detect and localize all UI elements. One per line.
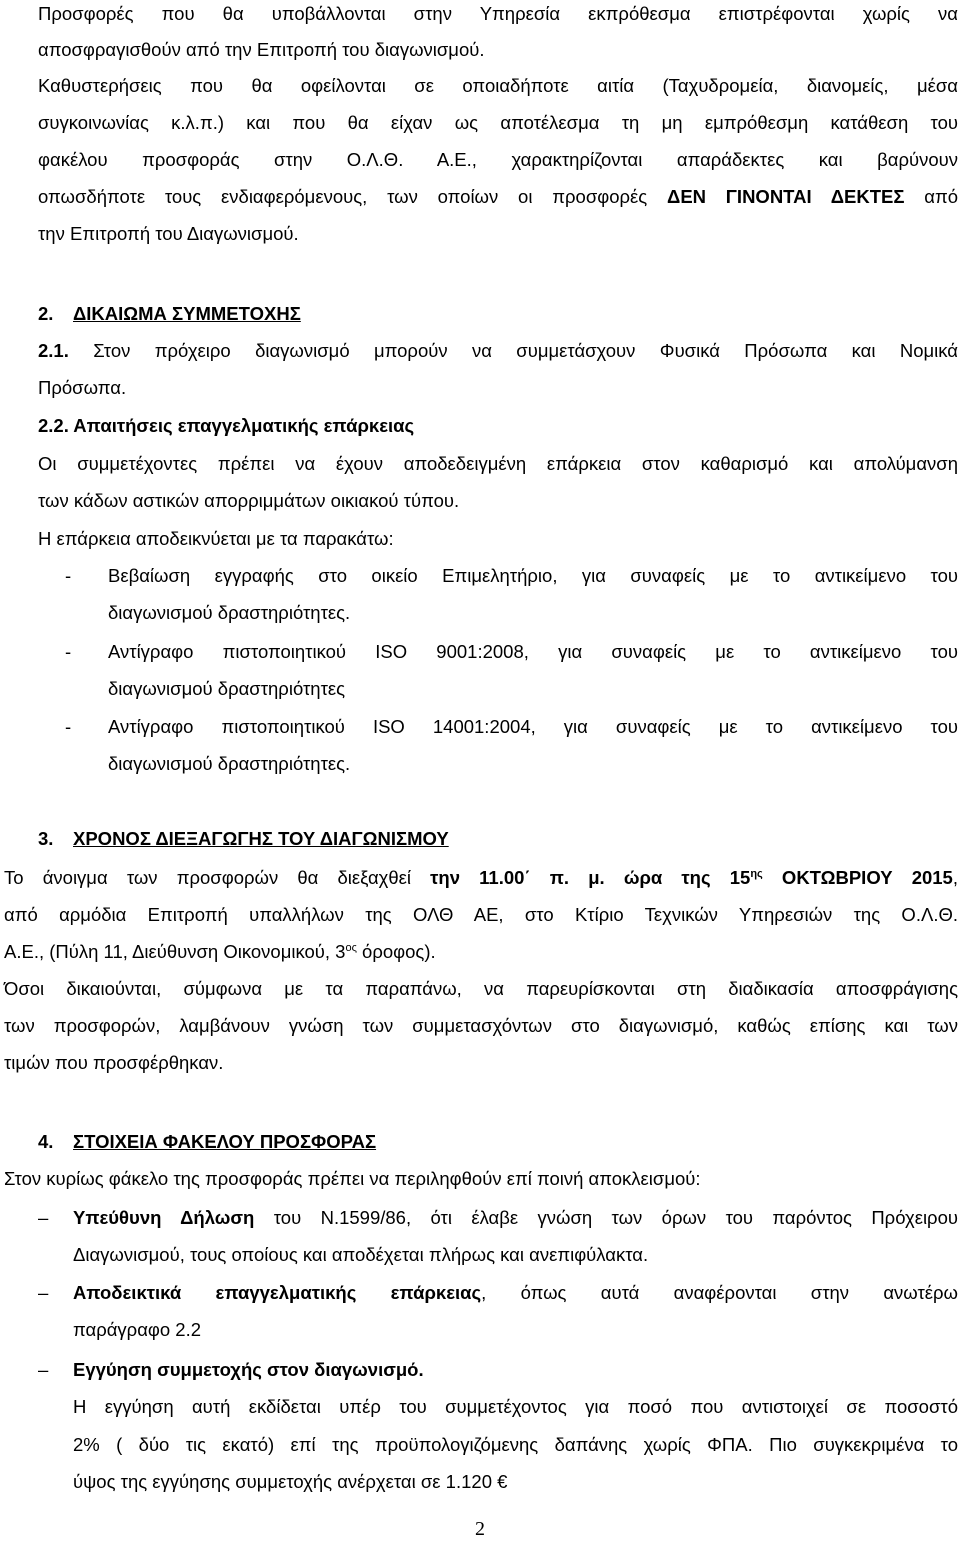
section-number: 3.: [38, 828, 54, 849]
list-item-text: διαγωνισμού δραστηριότητες.: [108, 753, 351, 774]
opening-text: ,: [952, 867, 958, 888]
not-accepted-emphasis: ΔΕΝ ΓΙΝΟΝΤΑΙ ΔΕΚΤΕΣ: [667, 186, 905, 207]
list-item: [38, 1281, 958, 1345]
location-text: όροφος).: [356, 941, 436, 962]
list-item-text: Βεβαίωση εγγραφής στο οικείο Επιμελητήριο, για συναφείς με το αντικείμενο του: [108, 565, 958, 586]
dash-bullet: -: [65, 641, 72, 662]
location-text: Α.Ε., (Πύλη 11, Διεύθυνση Οικονομικού, 3: [4, 941, 346, 962]
dash-bullet: -: [65, 565, 72, 586]
section-3-body: [4, 866, 958, 1078]
list-item: [38, 640, 958, 704]
intro-paragraph: [38, 0, 958, 250]
intro-line: αποσφραγισθούν από την Επιτροπή του διαγωνισμού.: [38, 39, 485, 60]
ordinal-suffix: ος: [345, 942, 357, 954]
section-2-1: [38, 339, 958, 401]
section-number: 2.: [38, 303, 54, 324]
paragraph-line: Οι συμμετέχοντες πρέπει να έχουν αποδεδειγμένη επάρκεια στον καθαρισμό και απολύμανση: [38, 453, 958, 474]
opening-text: Το άνοιγμα των προσφορών θα διεξαχθεί: [4, 867, 431, 888]
page-number: 2: [475, 1518, 485, 1540]
item-title: Αποδεικτικά επαγγελματικής επάρκειας: [73, 1282, 482, 1303]
item-title: Υπεύθυνη Δήλωση: [73, 1207, 255, 1228]
list-item-text: διαγωνισμού δραστηριότητες: [108, 678, 346, 699]
paragraph-line: των κάδων αστικών απορριμμάτων οικιακού τύπου.: [38, 490, 460, 511]
subsection-text: Πρόσωπα.: [38, 377, 127, 398]
item-text: 2% ( δύο τις εκατό) επί της προϋπολογιζόμενης δαπάνης χωρίς ΦΠΑ. Πιο συγκεκριμένα το: [73, 1434, 958, 1455]
dash-bullet: –: [38, 1282, 49, 1303]
paragraph-line: [4, 866, 958, 890]
item-text: του Ν.1599/86, ότι έλαβε γνώση των όρων του παρόντος Πρόχειρου: [254, 1207, 958, 1228]
intro-line: φακέλου προσφοράς στην Ο.Λ.Θ. Α.Ε., χαρακτηρίζονται απαράδεκτες και βαρύνουν: [38, 149, 958, 170]
list-item: [38, 1358, 958, 1498]
section-2-2: [38, 414, 958, 554]
list-item: [38, 715, 958, 779]
item-text: παράγραφο 2.2: [73, 1319, 202, 1340]
intro-line: την Επιτροπή του Διαγωνισμού.: [38, 223, 299, 244]
paragraph-line: των προσφορών, λαμβάνουν γνώση των συμμετασχόντων στο διαγωνισμό, καθώς επίσης και των: [4, 1015, 958, 1036]
list-item: [38, 1206, 958, 1270]
paragraph-line: Στον κυρίως φάκελο της προσφοράς πρέπει να περιληφθούν επί ποινή αποκλεισμού:: [4, 1168, 701, 1189]
section-4-heading: [38, 1130, 958, 1154]
intro-text: οπωσδήποτε τους ενδιαφερόμενους, των οποίων οι προσφορές: [38, 186, 668, 207]
intro-line: συγκοινωνίας κ.λ.π.) και που θα είχαν ως αποτέλεσμα τη μη εμπρόθεσμη κατάθεση του: [38, 112, 958, 133]
paragraph-line: Όσοι δικαιούνται, σύμφωνα με τα παραπάνω, να παρευρίσκονται στη διαδικασία αποσφράγισης: [4, 978, 958, 999]
list-item: [38, 564, 958, 628]
ordinal-suffix: ης: [750, 868, 763, 880]
dash-bullet: –: [38, 1359, 49, 1380]
paragraph-line: τιμών που προσφέρθηκαν.: [4, 1052, 224, 1073]
intro-line: [38, 185, 958, 209]
opening-date: ΟΚΤΩΒΡΙΟΥ 2015: [762, 867, 953, 888]
item-text: Διαγωνισμού, τους οποίους και αποδέχεται πλήρως και ανεπιφύλακτα.: [73, 1244, 649, 1265]
paragraph-line: από αρμόδια Επιτροπή υπαλλήλων της ΟΛΘ ΑΕ, στο Κτίριο Τεχνικών Υπηρεσιών της Ο.Λ.Θ.: [4, 904, 958, 925]
intro-line: Καθυστερήσεις που θα οφείλονται σε οποιαδήποτε αιτία (Ταχυδρομεία, διανομείς, μέσα: [38, 75, 958, 96]
subsection-title: 2.2. Απαιτήσεις επαγγελματικής επάρκειας: [38, 415, 415, 436]
section-4-intro: [4, 1167, 958, 1191]
section-title: ΧΡΟΝΟΣ ΔΙΕΞΑΓΩΓΗΣ ΤΟΥ ΔΙΑΓΩΝΙΣΜΟΥ: [73, 828, 449, 849]
item-text: Η εγγύηση αυτή εκδίδεται υπέρ του συμμετέχοντος για ποσό που αντιστοιχεί σε ποσοστό: [73, 1396, 958, 1417]
item-text: ύψος της εγγύησης συμμετοχής ανέρχεται σε 1.120 €: [73, 1471, 508, 1492]
opening-time: την 11.00΄ π. μ. ώρα της 15: [430, 867, 751, 888]
item-title: Εγγύηση συμμετοχής στον διαγωνισμό.: [73, 1359, 424, 1380]
section-number: 4.: [38, 1131, 54, 1152]
dash-bullet: –: [38, 1207, 49, 1228]
subsection-text: Στον πρόχειρο διαγωνισμό μπορούν να συμμετάσχουν Φυσικά Πρόσωπα και Νομικά: [68, 340, 958, 361]
dash-bullet: -: [65, 716, 72, 737]
item-text: , όπως αυτά αναφέρονται στην ανωτέρω: [481, 1282, 959, 1303]
list-item-text: Αντίγραφο πιστοποιητικού ISO 14001:2004, για συναφείς με το αντικείμενο του: [108, 716, 958, 737]
section-title: ΣΤΟΙΧΕΙΑ ΦΑΚΕΛΟΥ ΠΡΟΣΦΟΡΑΣ: [73, 1131, 377, 1152]
section-title: ΔΙΚΑΙΩΜΑ ΣΥΜΜΕΤΟΧΗΣ: [73, 303, 301, 324]
section-3-heading: [38, 827, 958, 851]
intro-line: Προσφορές που θα υποβάλλονται στην Υπηρεσία εκπρόθεσμα επιστρέφονται χωρίς να: [38, 3, 958, 24]
list-item-text: Αντίγραφο πιστοποιητικού ISO 9001:2008, για συναφείς με το αντικείμενο του: [108, 641, 958, 662]
subsection-number: 2.1.: [38, 340, 69, 361]
paragraph-line: Η επάρκεια αποδεικνύεται με τα παρακάτω:: [38, 528, 394, 549]
list-item-text: διαγωνισμού δραστηριότητες.: [108, 602, 351, 623]
section-2-heading: [38, 302, 958, 326]
intro-text: από: [904, 186, 958, 207]
paragraph-line: [4, 940, 958, 964]
